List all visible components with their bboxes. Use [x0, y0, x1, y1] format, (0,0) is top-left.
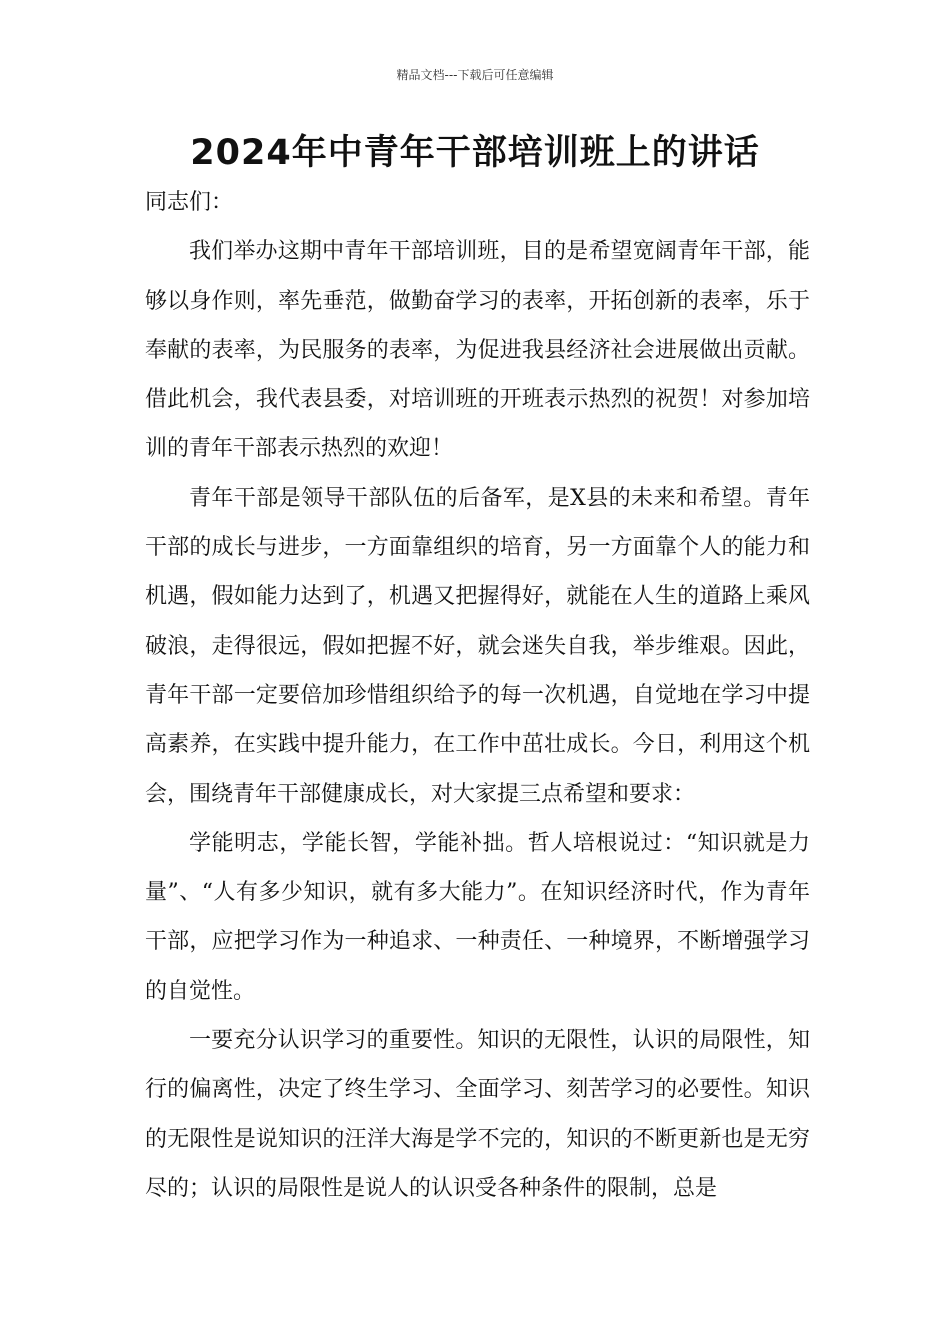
salutation: 同志们： — [145, 190, 234, 215]
header-note: 精品文档---下载后可任意编辑 — [396, 68, 554, 82]
document-title: 2024年中青年干部培训班上的讲话 — [190, 133, 760, 173]
paragraph-1: 我们举办这期中青年干部培训班，目的是希望宽阔青年干部，能够以身作则，率先垂范，做勤奋学习的表率，开拓创新的表率，乐于奉献的表率，为民服务的表率，为促进我县经济社会进展做出贡献。借此机会，我代表县委，对培训班的开班表示热烈的祝贺！对参加培训的青年干部表示热烈的欢迎！ — [145, 239, 810, 462]
paragraph-3: 学能明志，学能长智，学能补拙。哲人培根说过：“知识就是力量”、“人有多少知识，就有多大能力”。在知识经济时代，作为青年干部，应把学习作为一种追求、一种责任、一种境界，不断增强学习的自觉性。 — [145, 830, 810, 1004]
paragraph-2: 青年干部是领导干部队伍的后备军，是X县的未来和希望。青年干部的成长与进步，一方面靠组织的培育，另一方面靠个人的能力和机遇，假如能力达到了，机遇又把握得好，就能在人生的道路上乘风破浪，走得很远，假如把握不好，就会迷失自我，举步维艰。因此，青年干部一定要倍加珍惜组织给予的每一次机遇，自觉地在学习中提高素养，在实践中提升能力，在工作中茁壮成长。今日，利用这个机会，围绕青年干部健康成长，对大家提三点希望和要求： — [145, 485, 810, 807]
paragraph-4: 一要充分认识学习的重要性。知识的无限性，认识的局限性，知行的偏离性，决定了终生学习、全面学习、刻苦学习的必要性。知识的无限性是说知识的汪洋大海是学不完的，知识的不断更新也是无穷尽的；认识的局限性是说人的认识受各种条件的限制，总是 — [145, 1028, 810, 1201]
document-body — [145, 178, 810, 1213]
